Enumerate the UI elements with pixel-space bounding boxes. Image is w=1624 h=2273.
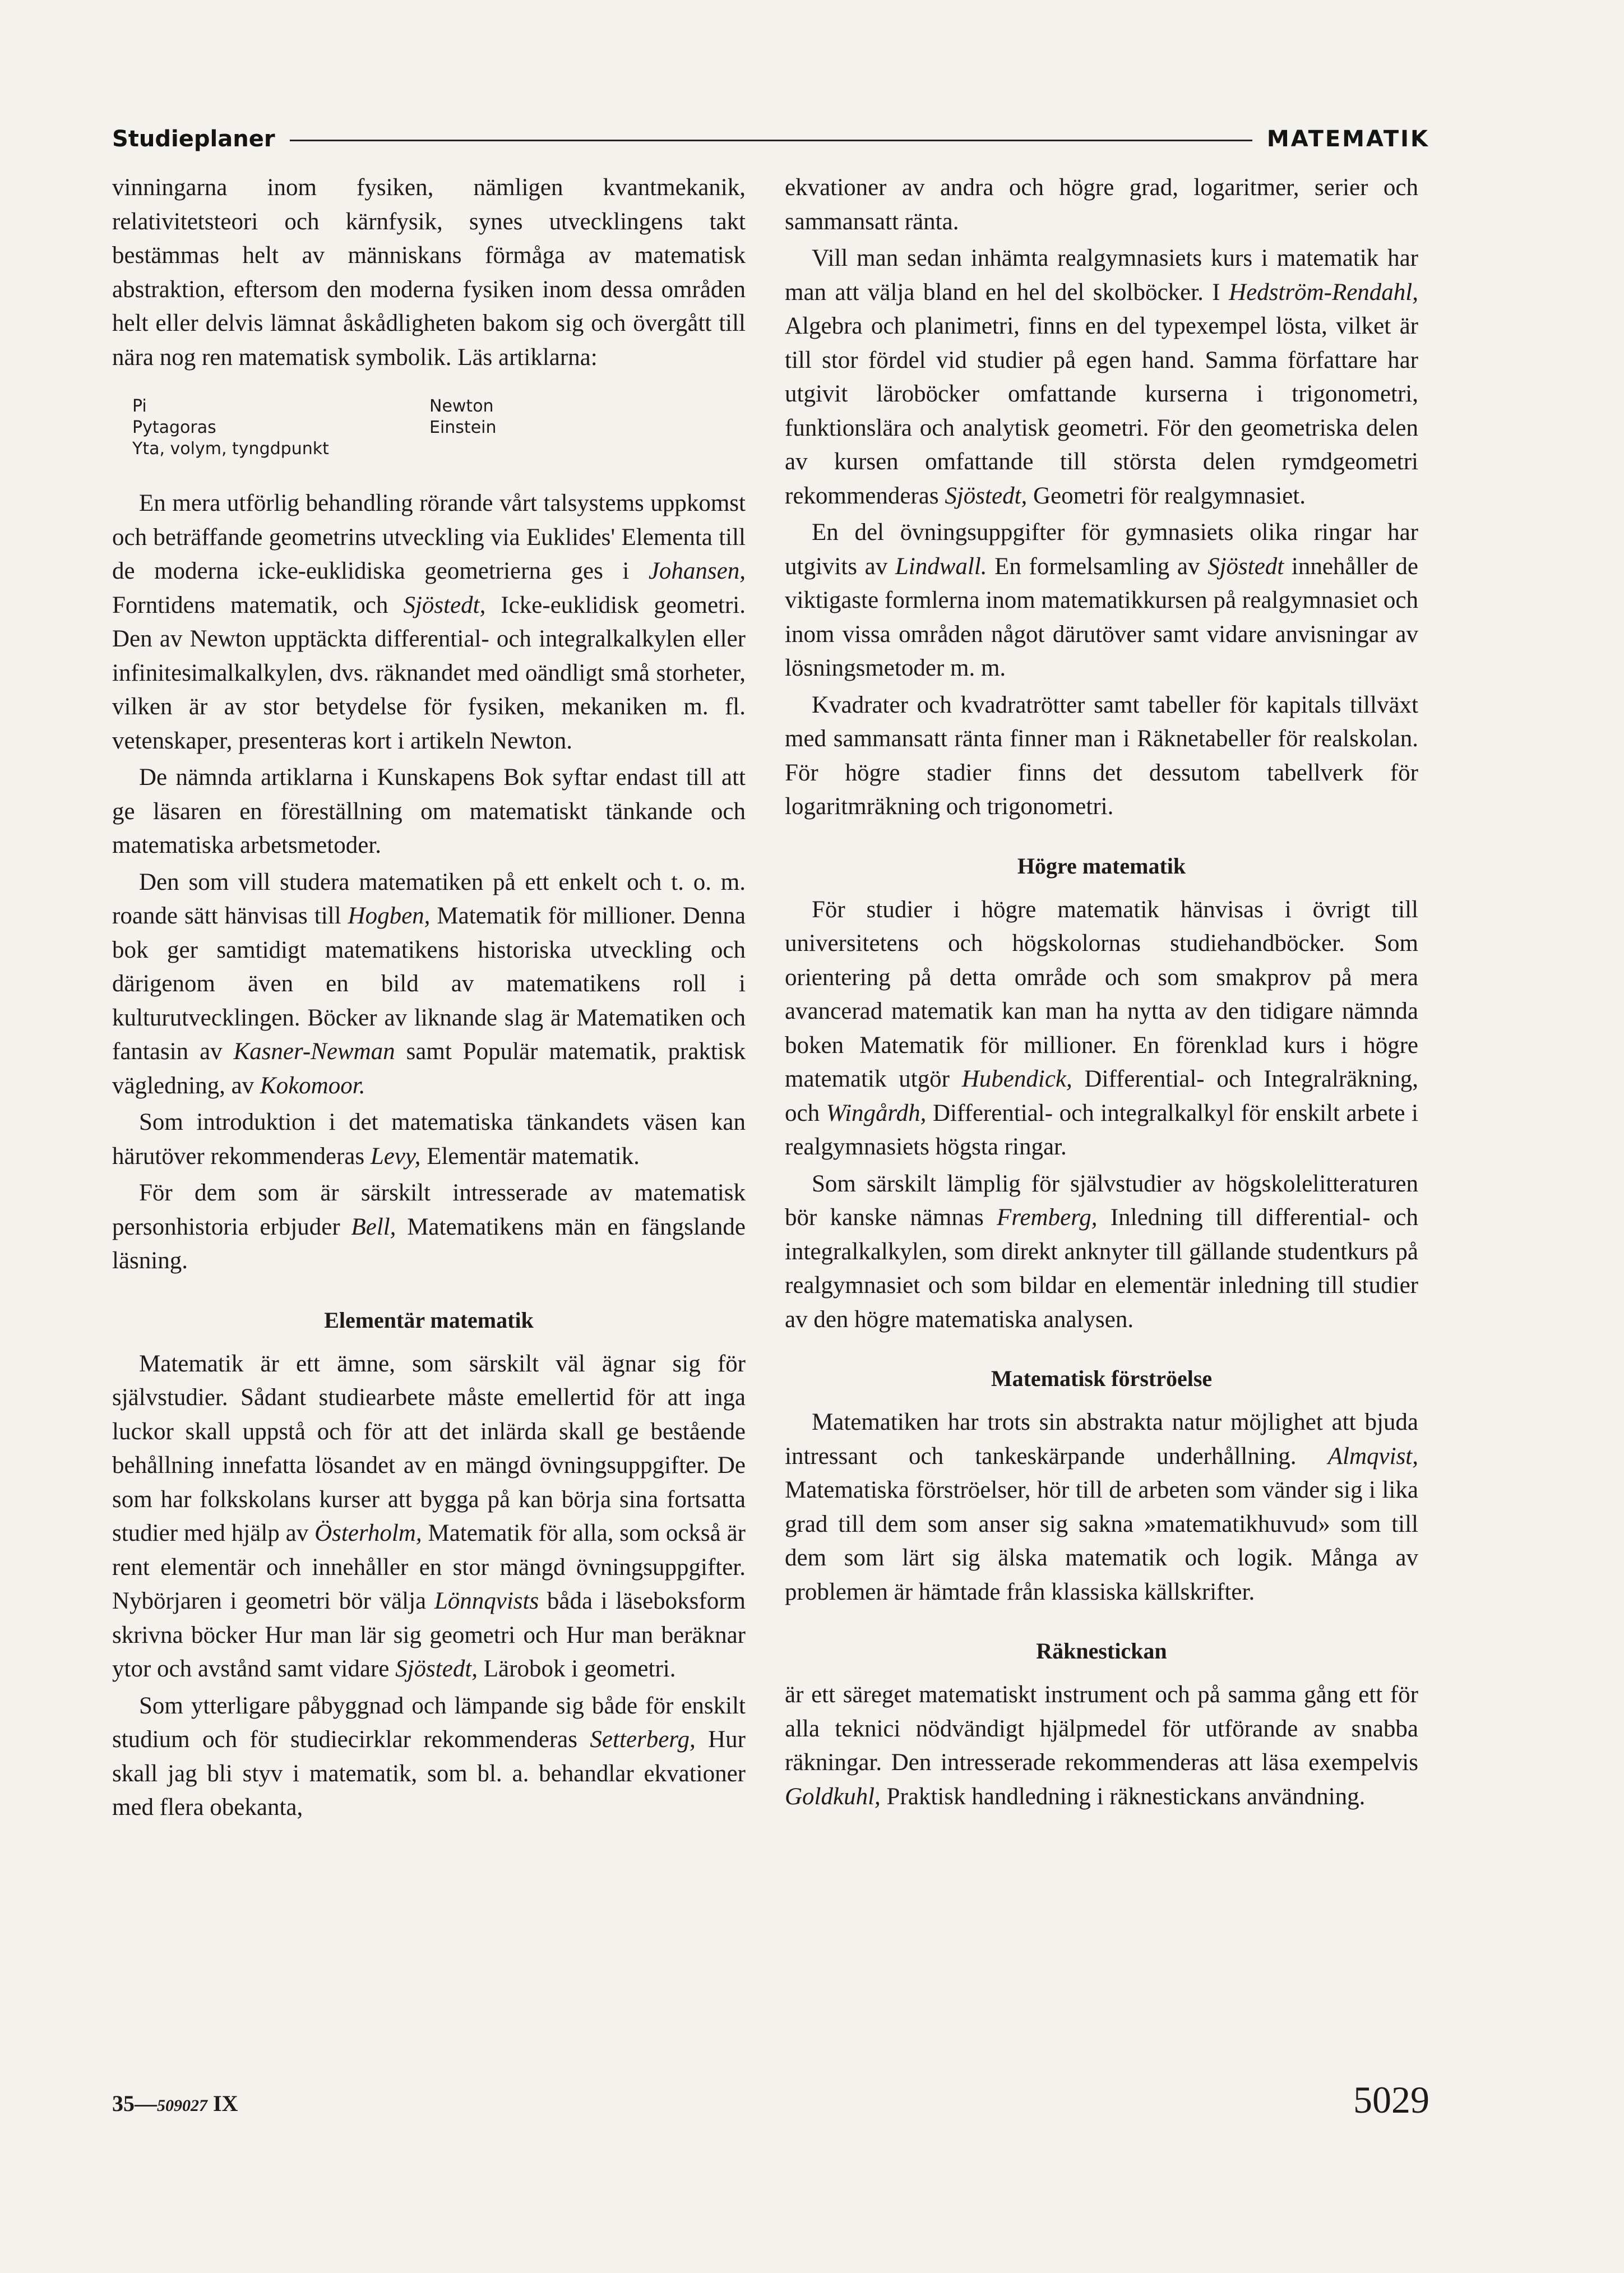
article-references xyxy=(132,396,746,460)
paragraph: Matematiken har trots sin abstrakta natur möjlighet att bjuda intressant och tankeskärpande underhållning. Almqvist, Matematiska förströelser, hör till de arbeten som vänder sig i lika grad till dem som anser sig sakna »matematikhuvud» som till dem som lärt sig älska matematik och logik. Många av problemen är hämtade från klassiska källskrifter. xyxy=(785,1409,1418,1605)
author-name: Sjöstedt, xyxy=(395,1656,478,1682)
page-number: 5029 xyxy=(1353,2078,1429,2121)
author-name: Setterberg, xyxy=(590,1726,696,1753)
header-subject-title: MATEMATIK xyxy=(1266,126,1429,152)
reference-item: Einstein xyxy=(429,418,497,437)
reference-list-right xyxy=(429,396,746,460)
paragraph: De nämnda artiklarna i Kunskapens Bok syftar endast till att ge läsaren en föreställning om matematiskt tänkande och matematiska arbetsmetoder. xyxy=(112,764,746,858)
author-name: Fremberg, xyxy=(997,1204,1098,1231)
reference-item: Pi xyxy=(132,396,147,416)
paragraph: Den som vill studera matematiken på ett enkelt och t. o. m. roande sätt hänvisas till Hogben, Matematik för millioner. Denna bok ger samtidigt matematikens historiska utveckling och därigenom även en bild av matematikens roll i kulturutvecklingen. Böcker av liknande slag är Matematiken och fantasin av Kasner-Newman samt Populär matematik, praktisk vägledning, av Kokomoor. xyxy=(112,868,746,1099)
author-name: Sjöstedt, xyxy=(945,482,1028,509)
paragraph: För studier i högre matematik hänvisas i övrigt till universitetens och högskolornas studiehandböcker. Som orientering på detta område och som smakprov på mera avancerad matematik kan man ha nytta av den tidigare nämnda boken Matematik för millioner. En förenklad kurs i högre matematik utgör Hubendick, Differential- och Integralräkning, och Wingårdh, Differential- och integralkalkyl för enskilt arbete i realgymnasiets högsta ringar. xyxy=(785,896,1418,1160)
reference-item: Pytagoras xyxy=(132,418,216,437)
author-name: Levy, xyxy=(370,1143,421,1170)
reference-item: Newton xyxy=(429,396,494,416)
paragraph: ekvationer av andra och högre grad, logaritmer, serier och sammansatt ränta. xyxy=(785,174,1418,235)
section-heading-forstroelse: Matematisk förströelse xyxy=(991,1366,1213,1391)
paragraph: Kvadrater och kvadratrötter samt tabeller för kapitals tillväxt med sammansatt ränta finner man i Räknetabeller för realskolan. För högre stadier finns det dessutom tabellverk för logaritmräkning och trigonometri. xyxy=(785,691,1418,820)
paragraph: vinningarna inom fysiken, nämligen kvantmekanik, relativitetsteori och kärnfysik, synes utvecklingens takt bestämmas helt av människans förmåga av matematisk abstraktion, eftersom den moderna fysiken inom dessa områden helt eller delvis lämnat åskådligheten bakom sig och övergått till nära nog ren matematisk symbolik. Läs artiklarna: xyxy=(112,174,746,371)
paragraph: Som särskilt lämplig för självstudier av högskolelitteraturen bör kanske nämnas Fremberg, Inledning till differential- och integralkalkylen, som direkt anknyter till gällande studentkurs på realgymnasiet och som bildar en elementär inledning till studier av den högre matematiska analysen. xyxy=(785,1170,1419,1333)
header-section-title: Studieplaner xyxy=(112,126,275,152)
paragraph: Matematik är ett ämne, som särskilt väl ägnar sig för självstudier. Sådant studiearbete måste emellertid för att inga luckor skall uppstå och för att det inlärda skall ge bestående behållning innefatta lösandet av en mängd övningsuppgifter. De som har folkskolans kurser att bygga på kan börja sina fortsatta studier med hjälp av Österholm, Matematik för alla, som också är rent elementär och innehåller en stor mängd övningsuppgifter. Nybörjaren i geometri bör välja Lönnqvists båda i läseboksform skrivna böcker Hur man lär sig geometri och Hur man beräknar ytor och avstånd samt vidare Sjöstedt, Lärobok i geometri. xyxy=(112,1350,746,1682)
author-name: Kasner-Newman xyxy=(233,1038,395,1065)
author-name: Kokomoor. xyxy=(260,1072,365,1099)
paragraph: En del övningsuppgifter för gymnasiets olika ringar har utgivits av Lindwall. En formelsamling av Sjöstedt innehåller de viktigaste formlerna inom matematikkursen på realgymnasiet och inom vissa områden något därutöver samt vidare anvisningar av lösningsmetoder m. m. xyxy=(785,519,1418,681)
author-name: Wingårdh, xyxy=(826,1099,927,1126)
paragraph: Som introduktion i det matematiska tänkandets väsen kan härutöver rekommenderas Levy, Elementär matematik. xyxy=(112,1109,746,1170)
paragraph: En mera utförlig behandling rörande vårt talsystems uppkomst och beträffande geometrins utveckling via Euklides' Elementa till de moderna icke-euklidiska geometrierna ges i Johansen, Forntidens matematik, och Sjöstedt, Icke-euklidisk geometri. Den av Newton upptäckta differential- och integralkalkylen eller infinitesimalkalkylen, dvs. räknandet med oändligt små storheter, vilken är av stor betydelse för fysiken, mekaniken m. fl. vetenskaper, presenteras kort i artikeln Newton. xyxy=(112,490,746,754)
author-name: Hogben, xyxy=(348,903,431,929)
reference-item: Yta, volym, tyngdpunkt xyxy=(132,439,329,459)
section-heading-elementar: Elementär matematik xyxy=(324,1307,534,1333)
author-name: Almqvist, xyxy=(1327,1443,1418,1470)
author-name: Hedström-Rendahl, xyxy=(1229,279,1418,306)
author-name: Sjöstedt xyxy=(1207,553,1284,580)
section-heading-raknestickan: Räknestickan xyxy=(1036,1638,1167,1664)
paragraph: Som ytterligare påbyggnad och lämpande sig både för enskilt studium och för studiecirklar rekommenderas Setterberg, Hur skall jag bli styv i matematik, som bl. a. behandlar ekvationer med flera obekanta, xyxy=(112,1692,746,1821)
paragraph: är ett säreget matematiskt instrument och på samma gång ett för alla teknici nödvändigt hjälpmedel för utförande av snabba räkningar. Den intresserade rekommenderas att läsa exempelvis Goldkuhl, Praktisk handledning i räknestickans användning. xyxy=(785,1681,1418,1810)
right-column xyxy=(785,171,1418,1814)
author-name: Österholm, xyxy=(314,1520,422,1546)
author-name: Sjöstedt, xyxy=(403,592,486,618)
reference-list-left xyxy=(132,396,429,460)
author-name: Lönnqvists xyxy=(434,1588,539,1614)
author-name: Lindwall. xyxy=(895,553,987,580)
section-heading-hogre: Högre matematik xyxy=(1017,853,1186,879)
author-name: Goldkuhl, xyxy=(785,1783,881,1810)
left-column xyxy=(112,171,746,1825)
author-name: Hubendick, xyxy=(961,1066,1072,1092)
print-signature: 35—509027 IX xyxy=(112,2091,238,2116)
paragraph: Vill man sedan inhämta realgymnasiets kurs i matematik har man att välja bland en hel del skolböcker. I Hedström-Rendahl, Algebra och planimetri, finns en del typexempel lösta, vilket är till stor fördel vid studier på egen hand. Samma författare har utgivit läroböcker omfattande kurserna i trigonometri, funktionslära och analytisk geometri. För den geometriska delen av kursen omfattande till största delen rymdgeometri rekommenderas Sjöstedt, Geometri för realgymnasiet. xyxy=(785,245,1418,509)
header-rule xyxy=(290,140,1252,141)
paragraph: För dem som är särskilt intresserade av matematisk personhistoria erbjuder Bell, Matematikens män en fängslande läsning. xyxy=(112,1180,746,1274)
author-name: Bell, xyxy=(351,1213,396,1240)
running-header xyxy=(112,122,1429,156)
author-name: Johansen, xyxy=(648,558,746,584)
